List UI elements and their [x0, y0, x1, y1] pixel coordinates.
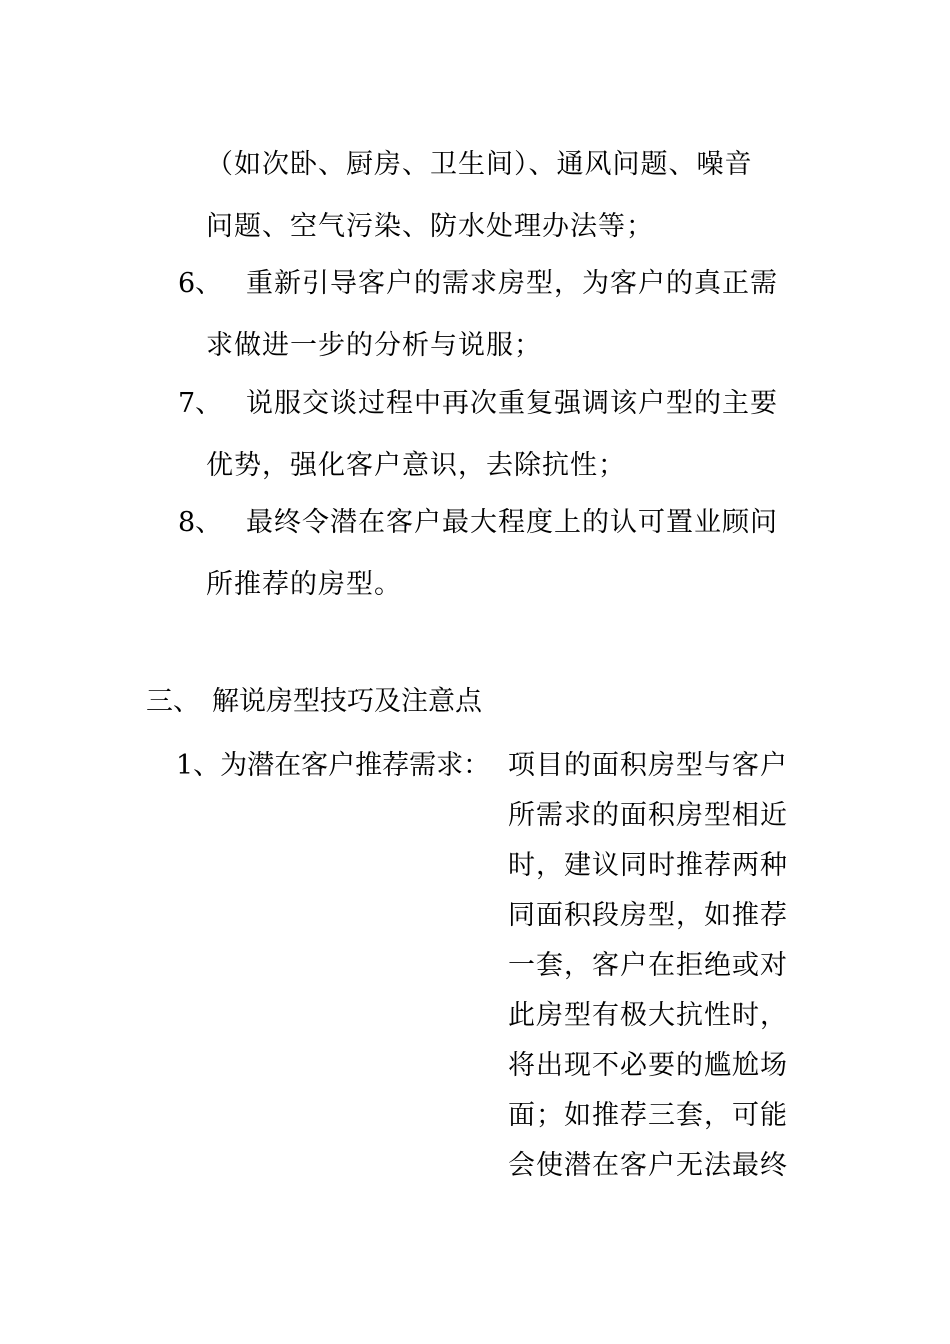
continuation-line-1: （如次卧、厨房、卫生间）、通风问题、噪音: [206, 149, 753, 180]
item-7-line-2: 优势，强化客户意识，去除抗性；: [206, 450, 626, 481]
description-line: 一套，客户在拒绝或对: [508, 950, 788, 981]
item-8-line-2: 所推荐的房型。: [206, 569, 402, 600]
description-line: 所需求的面积房型相近: [508, 800, 788, 831]
description-line: 此房型有极大抗性时，: [508, 1000, 788, 1031]
sub-item-description: [508, 748, 818, 1198]
section-title: 解说房型技巧及注意点: [212, 686, 482, 717]
description-line: 将出现不必要的尴尬场: [508, 1050, 788, 1081]
item-number-8: 8、: [178, 507, 223, 538]
item-6-line-1: 重新引导客户的需求房型，为客户的真正需: [246, 268, 778, 299]
description-line: 同面积段房型，如推荐: [508, 900, 788, 931]
section-number: 三、: [146, 686, 200, 717]
item-number-7: 7、: [178, 388, 223, 419]
item-6-line-2: 求做进一步的分析与说服；: [206, 330, 542, 361]
description-line: 项目的面积房型与客户: [508, 750, 788, 781]
description-line: 时，建议同时推荐两种: [508, 850, 788, 881]
continuation-line-2: 问题、空气污染、防水处理办法等；: [206, 211, 654, 242]
item-8-line-1: 最终令潜在客户最大程度上的认可置业顾问: [246, 507, 778, 538]
item-7-line-1: 说服交谈过程中再次重复强调该户型的主要: [246, 388, 778, 419]
item-number-6: 6、: [178, 268, 223, 299]
description-line: 会使潜在客户无法最终: [508, 1150, 788, 1181]
description-line: 面；如推荐三套，可能: [508, 1100, 788, 1131]
sub-item-label: 1、为潜在客户推荐需求：: [176, 750, 491, 781]
